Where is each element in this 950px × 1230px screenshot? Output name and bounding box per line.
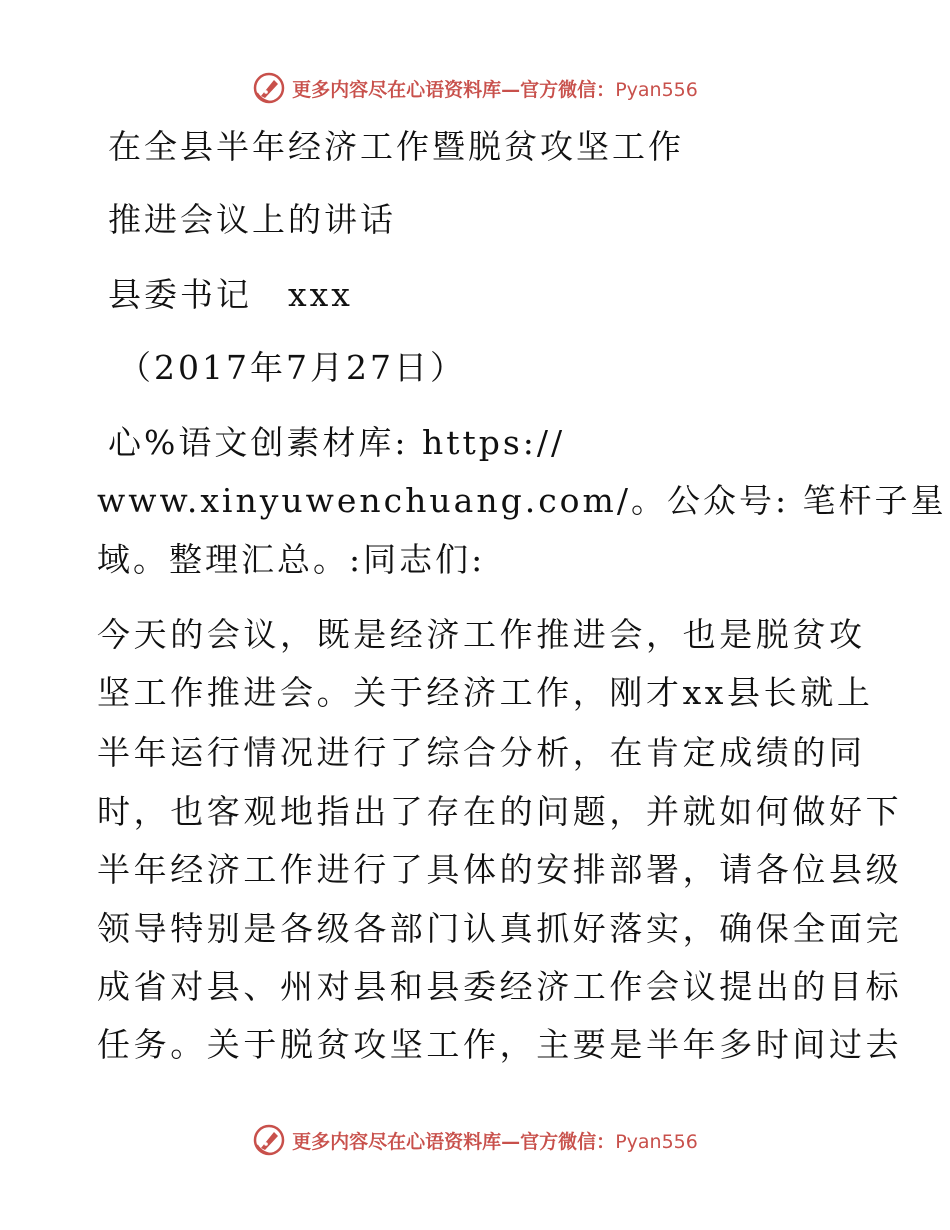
- banner-text: [292, 75, 698, 102]
- banner-official-label: 官方微信：: [520, 1130, 616, 1153]
- pen-nib-circle-icon: [252, 1123, 286, 1157]
- paragraph-line: 半年经济工作进行了具体的安排部署，请各位县级: [97, 850, 903, 889]
- paragraph-line: 成省对县、州对县和县委经济工作会议提出的目标: [97, 967, 903, 1006]
- paragraph-line: 领导特别是各级各部门认真抓好落实，确保全面完: [97, 909, 903, 948]
- header-banner: [0, 68, 950, 108]
- paragraph-line: 半年运行情况进行了综合分析，在肯定成绩的同: [97, 733, 866, 772]
- title-line-2: 推进会议上的讲话: [108, 200, 396, 239]
- footer-banner: [0, 1120, 950, 1160]
- date-line: （2017年7月27日）: [118, 348, 466, 387]
- pen-nib-circle-icon: [252, 71, 286, 105]
- paragraph-line: 今天的会议，既是经济工作推进会，也是脱贫攻: [97, 615, 866, 654]
- banner-official-label: 官方微信：: [520, 78, 616, 101]
- title-line-1: 在全县半年经济工作暨脱贫攻坚工作: [108, 127, 684, 166]
- source-line-1: 心%语文创素材库: https://: [108, 423, 566, 462]
- paragraph-line: 时，也客观地指出了存在的问题，并就如何做好下: [97, 792, 903, 831]
- speaker-line: 县委书记 xxx: [108, 275, 353, 314]
- paragraph-line: 坚工作推进会。关于经济工作，刚才xx县长就上: [97, 673, 874, 712]
- banner-text: [292, 1127, 698, 1154]
- source-line-2: www.xinyuwenchuang.com/。公众号: 笔杆子星: [97, 481, 947, 520]
- source-line-3: 域。整理汇总。:同志们:: [97, 540, 486, 579]
- banner-dash: —: [501, 78, 521, 101]
- paragraph-line: 任务。关于脱贫攻坚工作，主要是半年多时间过去: [97, 1025, 903, 1064]
- banner-main-text: 更多内容尽在心语资料库: [292, 1130, 502, 1153]
- banner-wechat-id: Pyan556: [615, 78, 698, 101]
- banner-wechat-id: Pyan556: [615, 1130, 698, 1153]
- banner-main-text: 更多内容尽在心语资料库: [292, 78, 502, 101]
- banner-dash: —: [501, 1130, 521, 1153]
